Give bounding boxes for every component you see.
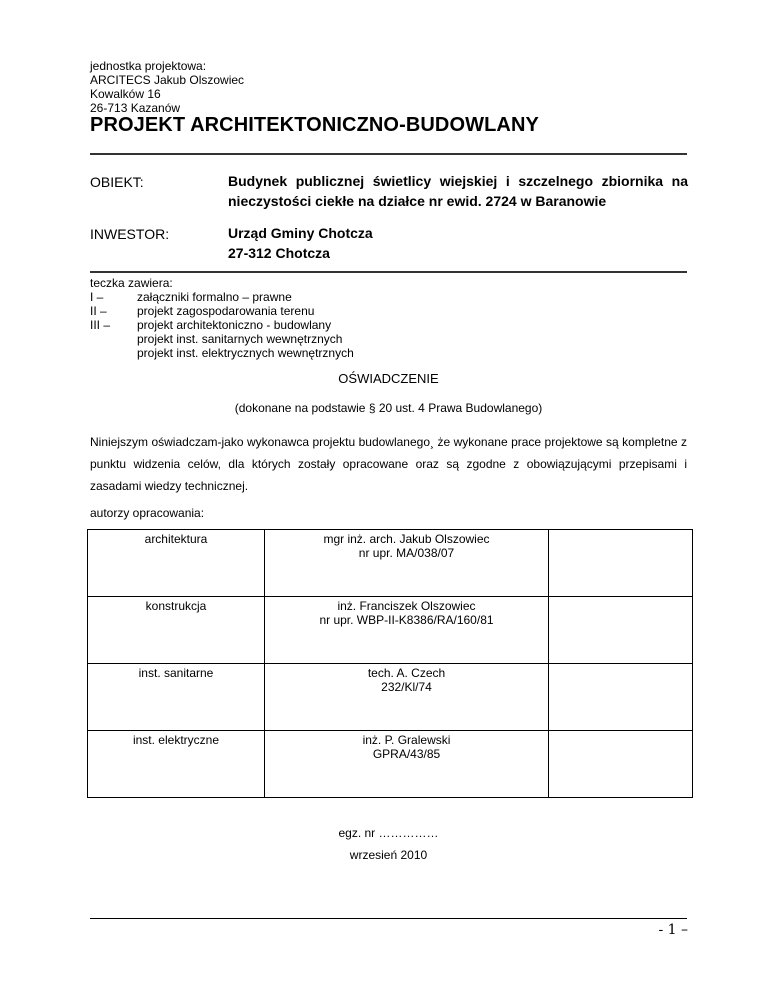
investor-value [228,223,688,263]
investor-label: INWESTOR: [90,226,170,242]
author-name: mgr inż. arch. Jakub Olszowiec [323,532,490,546]
declaration-body: Niniejszym oświadczam-jako wykonawca projektu budowlanego¸ że wykonane prace projektowe są kompletne z punktu widzenia celów, dla których zostały opracowane oraz są zgodne z obowiązującymi przepisami i zasadami wiedzy technicznej. [90,435,687,493]
author-name: inż. P. Gralewski [362,733,451,747]
authors-table [87,529,693,798]
contents-item-text: projekt architektoniczno - budowlany [137,318,332,332]
contents-item-text: projekt inst. sanitarnych wewnętrznych [137,332,343,346]
author-license: GPRA/43/85 [372,747,441,761]
copy-number: egz. nr …………… [338,826,439,840]
author-field-cell [88,597,265,664]
author-name-cell [265,530,549,597]
company-heading: jednostka projektowa: [90,59,207,73]
page-number: - 1 – [658,922,688,938]
company-name: ARCITECS Jakub Olszowiec [90,73,245,87]
authors-label: autorzy opracowania: [90,506,205,520]
footer-divider [90,918,687,919]
author-field: architektura [144,532,208,546]
contents-heading: teczka zawiera: [90,276,173,290]
author-field: inst. sanitarne [138,666,214,680]
table-row [88,597,693,664]
table-row [88,530,693,597]
document-date: wrzesień 2010 [349,848,428,862]
investor-divider [90,271,687,273]
signature-cell [549,664,693,731]
declaration-heading: OŚWIADCZENIE [338,371,439,386]
table-row [88,664,693,731]
contents-item-text: projekt inst. elektrycznych wewnętrznych [137,346,354,360]
author-field-cell [88,530,265,597]
author-name: tech. A. Czech [367,666,446,680]
author-name-cell [265,664,549,731]
object-value: Budynek publicznej świetlicy wiejskiej i szczelnego zbiornika na nieczystości ciekłe na działce nr ewid. 2724 w Baranowie [228,173,688,209]
author-license: nr upr. MA/038/07 [358,546,455,560]
investor-address: 27-312 Chotcza [228,245,330,261]
company-block [90,59,244,115]
author-name: inż. Franciszek Olszowiec [337,599,476,613]
company-city: 26-713 Kazanów [90,101,181,115]
contents-item-number: III – [90,318,111,332]
author-field-cell [88,731,265,798]
declaration-subheading: (dokonane na podstawie § 20 ust. 4 Prawa Budowlanego) [234,401,543,415]
object-label: OBIEKT: [90,174,144,190]
contents-item-number: II – [90,304,107,318]
contents-list [90,276,354,360]
contents-item [90,332,343,346]
contents-item-text: projekt zagospodarowania terenu [137,304,315,318]
author-license: nr upr. WBP-II-K8386/RA/160/81 [319,613,494,627]
company-street: Kowalków 16 [90,87,161,101]
table-row [88,731,693,798]
signature-cell [549,597,693,664]
contents-item-number: I – [90,290,104,304]
author-field: konstrukcja [145,599,207,613]
contents-item [90,304,315,318]
author-name-cell [265,597,549,664]
signature-cell [549,731,693,798]
contents-item [90,318,332,332]
title-divider [90,153,687,155]
document-title: PROJEKT ARCHITEKTONICZNO-BUDOWLANY [90,114,539,136]
signature-cell [549,530,693,597]
author-field-cell [88,664,265,731]
author-license: 232/Kl/74 [381,680,432,694]
contents-item [90,290,292,304]
author-field: inst. elektryczne [132,733,220,747]
contents-item-text: załączniki formalno – prawne [137,290,292,304]
contents-item [90,346,354,360]
investor-name: Urząd Gminy Chotcza [228,225,373,241]
author-name-cell [265,731,549,798]
